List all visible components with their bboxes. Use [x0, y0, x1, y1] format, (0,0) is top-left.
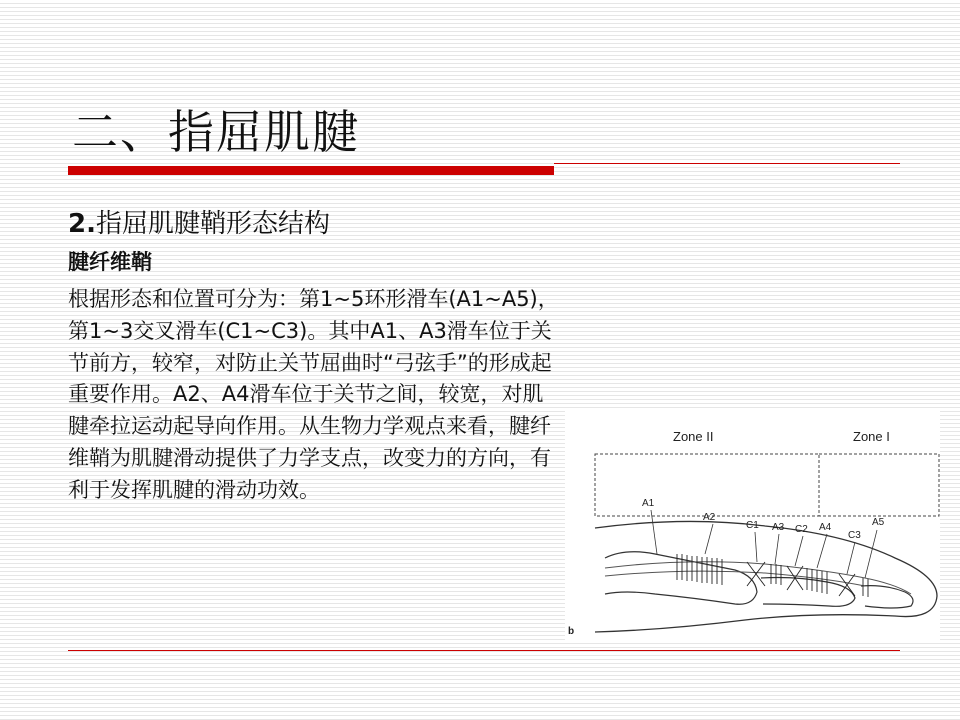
label-a2: A2 [703, 512, 716, 523]
finger-outline [595, 521, 937, 632]
section-number: 2. [68, 209, 96, 239]
flexor-tendon-lower [605, 571, 865, 586]
label-leaders [651, 510, 877, 578]
panel-label: b [568, 626, 575, 637]
label-a1: A1 [642, 498, 655, 509]
subsection-caption: 腱纤维鞘 [68, 249, 152, 274]
body-paragraph: 根据形态和位置可分为：第1~5环形滑车(A1~A5)，第1~3交叉滑车(C1~C3)。其中A1、A3滑车位于关节前方，较窄，对防止关节屈曲时“弓弦手”的形成起重要作用。A2、A4滑车位于关节之间，较宽，对肌腱牵拉运动起导向作用。从生物力学观点来看，腱纤维鞘为肌腱滑动提供了力学支点，改变力的方向，有利于发挥肌腱的滑动功效。 [68, 287, 559, 502]
label-c1: C1 [746, 520, 759, 531]
zone-ii-label: Zone II [673, 429, 714, 444]
label-c2: C2 [795, 524, 808, 535]
bottom-rule [68, 650, 900, 651]
zone-ii-box [595, 454, 819, 516]
title-underline-thin [554, 163, 900, 164]
section-heading [68, 203, 330, 240]
title-underline-red [68, 166, 554, 175]
slide-title: 二、指屈肌腱 [72, 105, 360, 159]
pulley-a5 [863, 578, 868, 597]
section-heading-text: 指屈肌腱鞘形态结构 [95, 209, 330, 239]
label-a4: A4 [819, 522, 832, 533]
zone-i-box [819, 454, 939, 516]
label-a5: A5 [872, 517, 885, 528]
label-a3: A3 [772, 522, 785, 533]
label-c3: C3 [848, 530, 861, 541]
distal-phalanx [861, 586, 913, 608]
zone-i-label: Zone I [853, 429, 890, 444]
pulley-a2 [677, 554, 722, 585]
finger-pulley-diagram [565, 408, 940, 640]
proximal-phalanx [605, 552, 757, 605]
tendon-sheath-figure [565, 408, 940, 640]
